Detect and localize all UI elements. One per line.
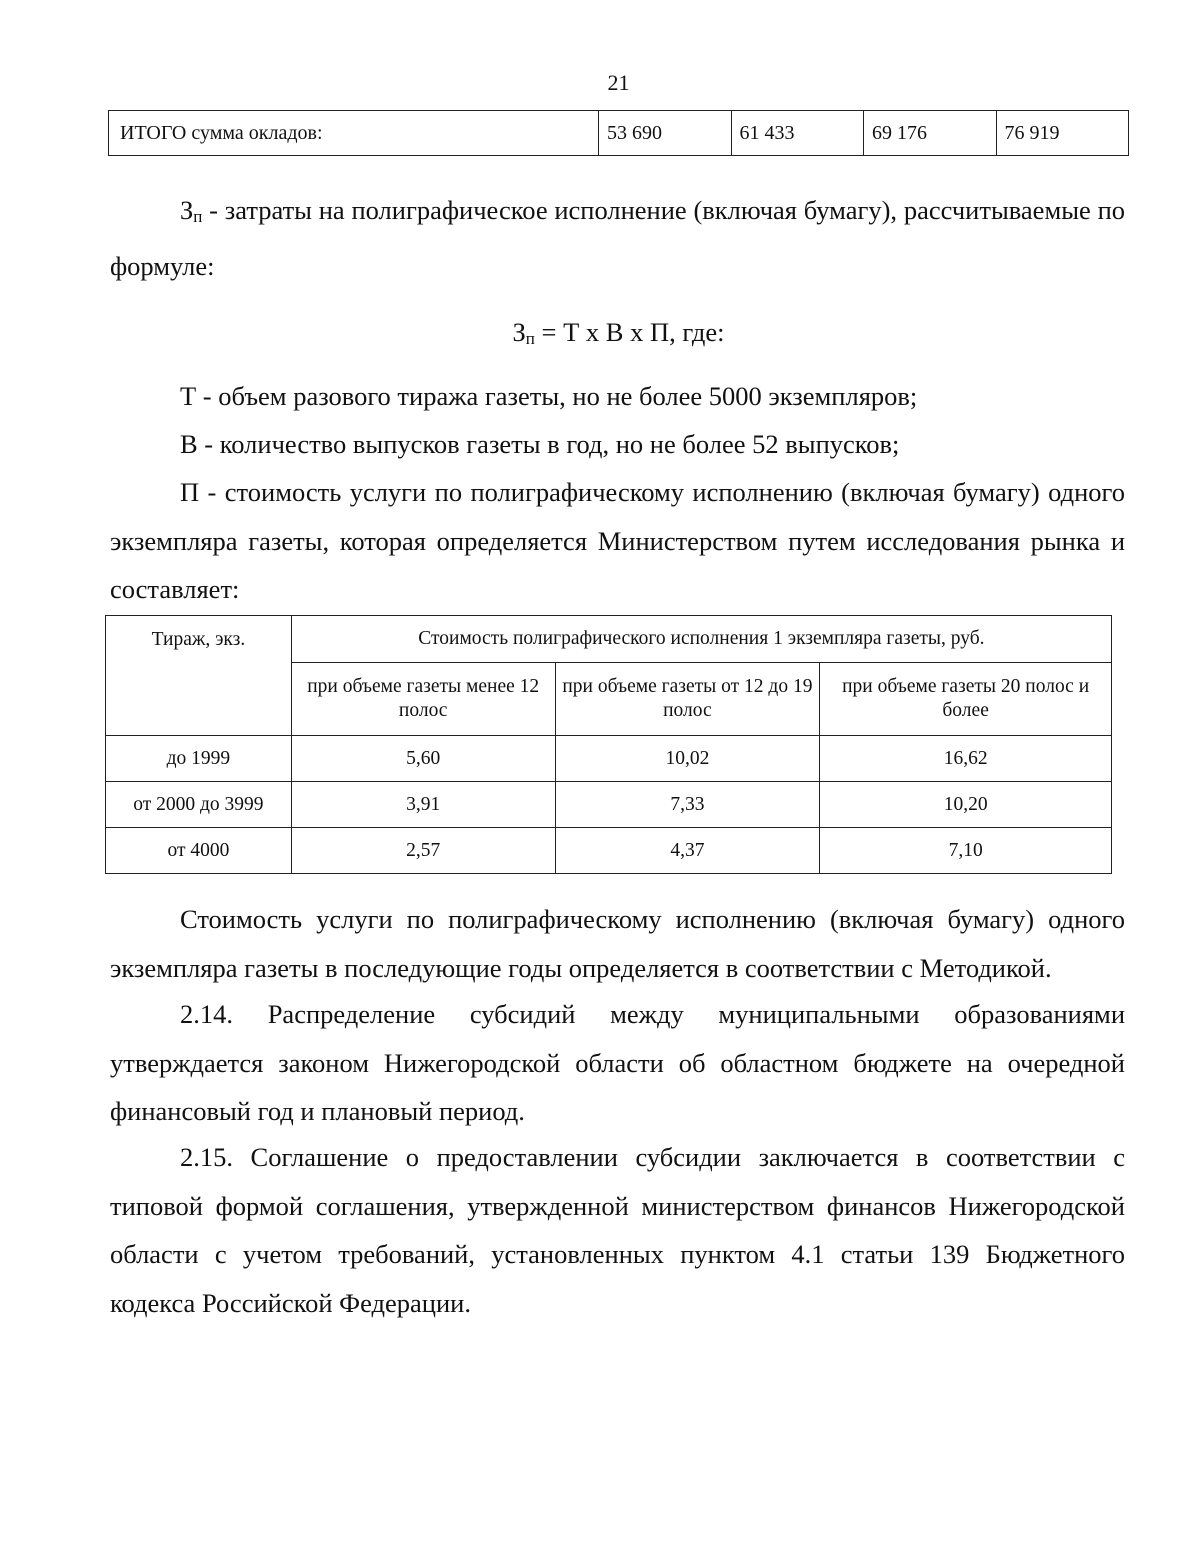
definition-t: Т - объем разового тиража газеты, но не более 5000 экземпляров;	[180, 381, 918, 411]
page-number: 21	[607, 70, 630, 95]
totals-value: 69 176	[864, 111, 997, 156]
formula-subscript: п	[525, 329, 535, 348]
column-header: при объеме газеты менее 12 полос	[291, 663, 555, 736]
table-cell: 2,57	[291, 828, 555, 874]
table-cell: 5,60	[291, 736, 555, 782]
column-header: при объеме газеты 20 полос и более	[820, 663, 1112, 736]
definition-v: В - количество выпусков газеты в год, но не более 52 выпусков;	[180, 429, 900, 459]
table-cell: 7,10	[820, 828, 1112, 874]
table-row	[106, 828, 1112, 874]
paragraph-2-14: 2.14. Распределение субсидий между муниципальными образованиями утверждается законом Нижегородской области об областном бюджете на очередной финансовый год и плановый период.	[110, 999, 1125, 1126]
totals-row	[109, 111, 1129, 156]
column-header: при объеме газеты от 12 до 19 полос	[555, 663, 820, 736]
table-row	[106, 782, 1112, 828]
formula-lhs: З	[512, 317, 526, 347]
totals-value: 53 690	[599, 111, 732, 156]
totals-value: 61 433	[731, 111, 864, 156]
paragraph-2-15: 2.15. Соглашение о предоставлении субсидии заключается в соответствии с типовой формой соглашения, утвержденной министерством финансов Нижегородской области с учетом требований, установленных пунктом 4.1 статьи 139 Бюджетного кодекса Российской Федерации.	[110, 1142, 1125, 1318]
table-header-row	[106, 616, 1112, 663]
table-cell: 4,37	[555, 828, 820, 874]
row-range: от 4000	[106, 828, 292, 874]
table-cell: 16,62	[820, 736, 1112, 782]
column-header-circulation: Тираж, экз.	[106, 616, 292, 736]
salary-totals-table	[108, 110, 1129, 156]
print-cost-table	[105, 615, 1112, 874]
zp-symbol: З	[180, 195, 194, 225]
table-row	[106, 736, 1112, 782]
table-cell: 7,33	[555, 782, 820, 828]
definition-p: П - стоимость услуги по полиграфическому исполнению (включая бумагу) одного экземпляра газеты, которая определяется Министерством путем исследования рынка и составляет:	[110, 477, 1125, 604]
paragraph-cost-following-years: Стоимость услуги по полиграфическому исполнению (включая бумагу) одного экземпляра газеты в последующие годы определяется в соответствии с Методикой.	[110, 904, 1125, 983]
formula-rhs: = Т х В х П, где:	[534, 317, 725, 347]
row-range: от 2000 до 3999	[106, 782, 292, 828]
totals-label: ИТОГО сумма окладов:	[109, 111, 599, 156]
table-cell: 3,91	[291, 782, 555, 828]
zp-text: - затраты на полиграфическое исполнение (включая бумагу), рассчитываемые по формуле:	[110, 195, 1125, 281]
paragraph-zp-definition	[110, 186, 1125, 290]
row-range: до 1999	[106, 736, 292, 782]
totals-value: 76 919	[996, 111, 1129, 156]
table-cell: 10,20	[820, 782, 1112, 828]
zp-subscript: п	[193, 207, 203, 226]
group-header-cost: Стоимость полиграфического исполнения 1 экземпляра газеты, руб.	[291, 616, 1111, 663]
cost-formula	[0, 312, 1200, 359]
table-cell: 10,02	[555, 736, 820, 782]
